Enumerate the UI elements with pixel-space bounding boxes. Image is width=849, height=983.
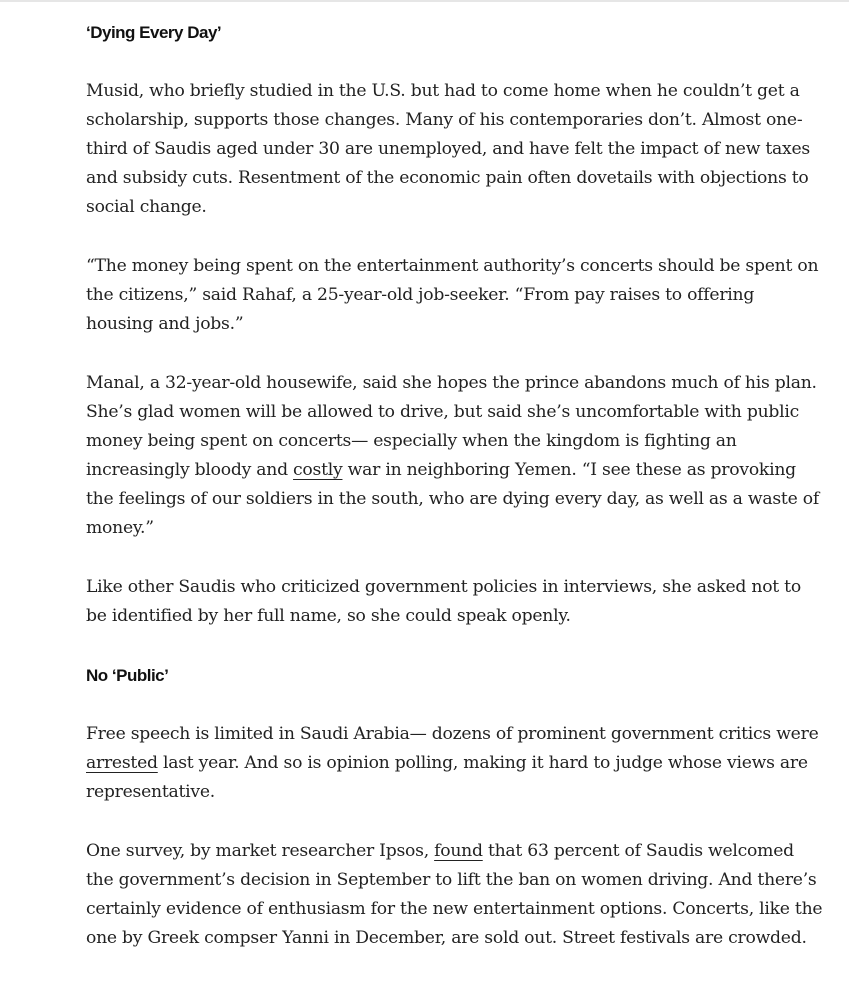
article-body bbox=[86, 18, 826, 983]
paragraph-anonymity-note: Like other Saudis who criticized government policies in interviews, she asked not to be identified by her full name, so she could speak openly. bbox=[86, 577, 801, 626]
paragraph-free-speech bbox=[86, 720, 826, 807]
paragraph-ipsos-survey bbox=[86, 837, 826, 953]
paragraph-rahaf-quote: “The money being spent on the entertainment authority’s concerts should be spent on the citizens,” said Rahaf, a 25-year-old job-seeker. “From pay raises to offering housing and jobs.” bbox=[86, 256, 819, 334]
paragraph-text: last year. And so is opinion polling, making it hard to judge whose views are representative. bbox=[86, 753, 808, 802]
costly-link[interactable]: costly bbox=[293, 460, 343, 480]
paragraph-text: One survey, by market researcher Ipsos, bbox=[86, 841, 435, 861]
top-divider bbox=[0, 0, 849, 2]
section-heading-no-public: No ‘Public’ bbox=[86, 666, 169, 685]
paragraph-musid: Musid, who briefly studied in the U.S. but had to come home when he couldn’t get a scholarship, supports those changes. Many of his contemporaries don’t. Almost one-third of Saudis aged under 30 are unemployed, and have felt the impact of new taxes and subsidy cuts. Resentment of the economic pain often dovetails with objections to social change. bbox=[86, 81, 810, 217]
paragraph-text: Free speech is limited in Saudi Arabia— dozens of prominent government critics were bbox=[86, 724, 819, 744]
paragraph-text: war in neighboring Yemen. “I see these as provoking the feelings of our soldiers in the south, who are dying every day, as well as a waste of money.” bbox=[86, 460, 819, 538]
section-heading-dying-every-day: ‘Dying Every Day’ bbox=[86, 23, 222, 42]
paragraph-manal bbox=[86, 369, 826, 543]
paragraph-text: that 63 percent of Saudis welcomed the government’s decision in September to lift the ban on women driving. And there’s certainly evidence of enthusiasm for the new entertainment options. Concerts, like the one by Greek compser Yanni in December, are sold out. Street festivals are crowded. bbox=[86, 841, 823, 948]
arrested-link[interactable]: arrested bbox=[86, 753, 158, 773]
found-link[interactable]: found bbox=[434, 841, 483, 861]
paragraph-text: Manal, a 32-year-old housewife, said she hopes the prince abandons much of his plan. She’s glad women will be allowed to drive, but said she’s uncomfortable with public money being spent on concerts— especially when the kingdom is fighting an increasingly bloody and bbox=[86, 373, 817, 480]
